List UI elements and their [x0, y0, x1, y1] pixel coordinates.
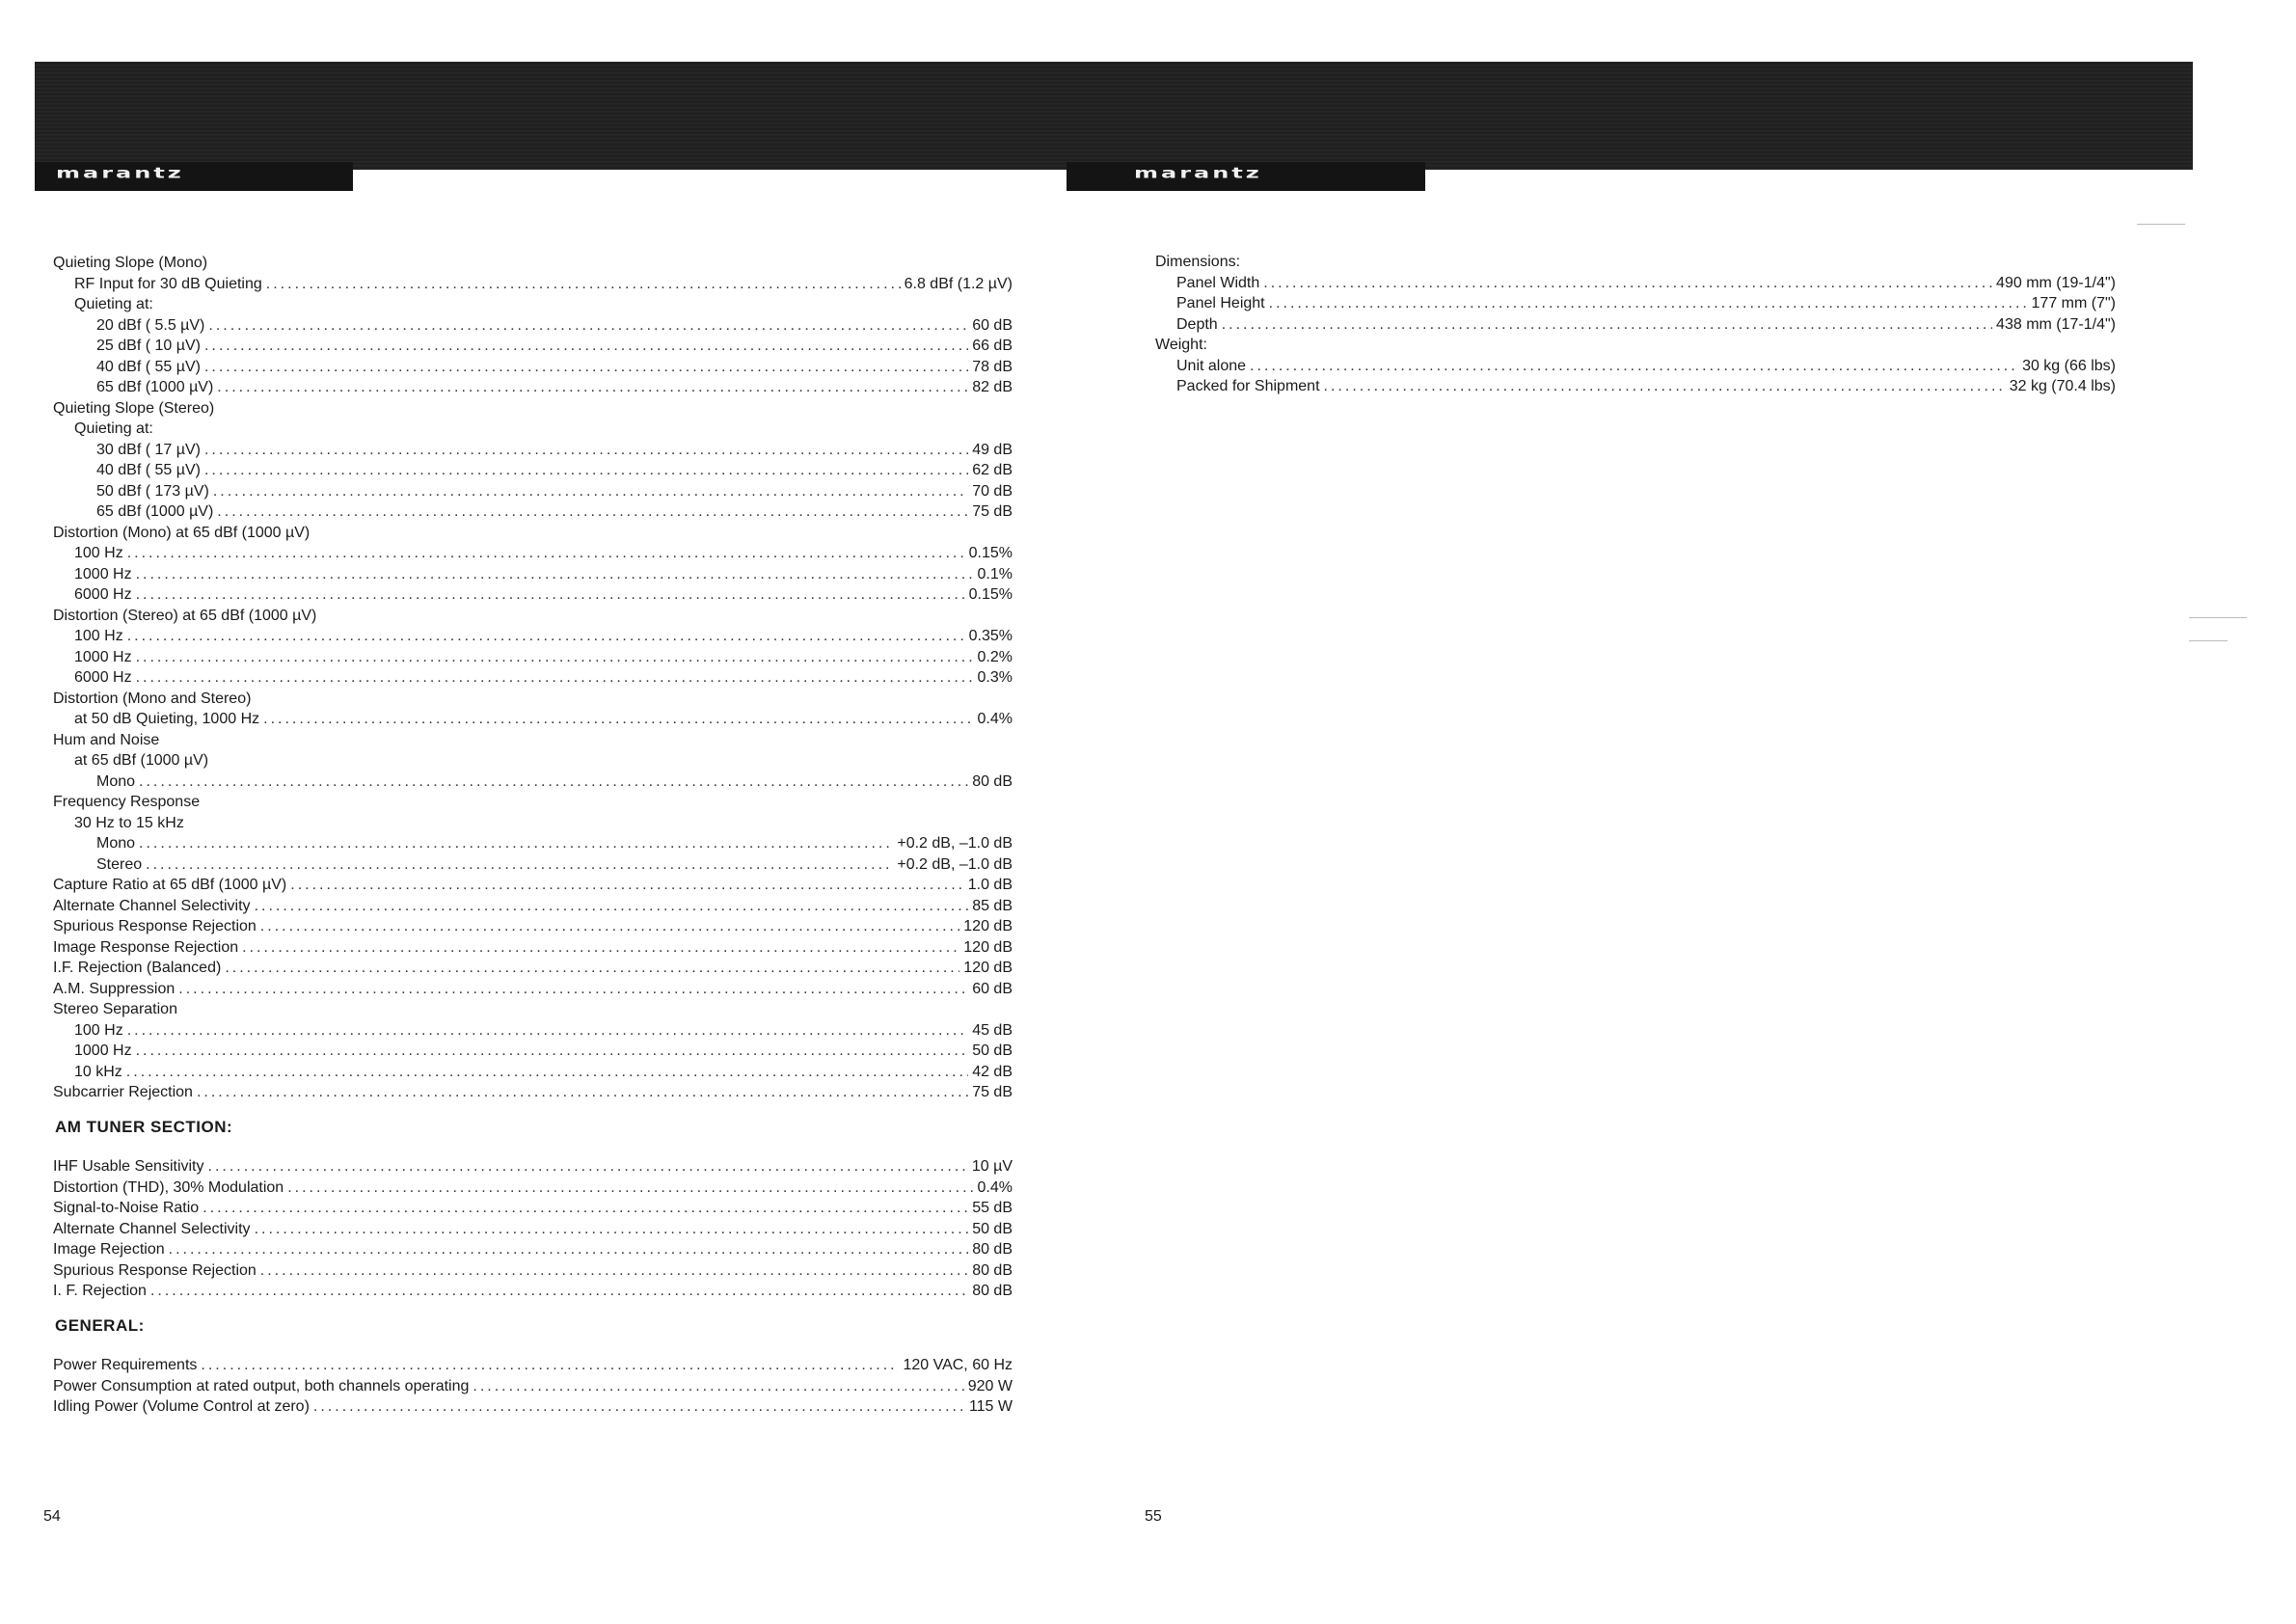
spec-label: Image Rejection — [53, 1241, 165, 1258]
spec-label: 100 Hz — [74, 1021, 123, 1039]
spec-row — [53, 315, 1013, 337]
spec-list-left — [53, 253, 1013, 1418]
spec-value: 55 dB — [972, 1200, 1013, 1216]
spec-label: Spurious Response Rejection — [53, 918, 257, 934]
spec-value: 120 VAC, 60 Hz — [903, 1357, 1013, 1373]
spec-row — [53, 1062, 1013, 1083]
dot-leader — [287, 1177, 973, 1199]
spec-row — [53, 647, 1013, 668]
spec-row — [53, 958, 1013, 979]
spec-value: 66 dB — [972, 338, 1013, 354]
spec-row — [53, 1082, 1013, 1103]
spec-value: 490 mm (19-1/4") — [1996, 274, 2116, 291]
section-title: AM TUNER SECTION: — [55, 1117, 233, 1136]
spec-value: 0.2% — [977, 648, 1013, 665]
spec-row — [53, 1020, 1013, 1042]
spec-label: Alternate Channel Selectivity — [53, 897, 251, 914]
dot-leader — [197, 1082, 968, 1103]
spec-label: Alternate Channel Selectivity — [53, 1220, 251, 1237]
dot-leader — [127, 543, 965, 564]
spec-label: 40 dBf ( 55 µV) — [96, 462, 201, 478]
spec-group-heading: Distortion (Mono and Stereo) — [53, 690, 252, 707]
spec-value: 50 dB — [972, 1220, 1013, 1237]
dot-leader — [217, 377, 968, 398]
dot-leader — [127, 1020, 968, 1042]
spec-value: 75 dB — [972, 1084, 1013, 1100]
spec-row — [53, 543, 1013, 564]
spec-value: 62 dB — [972, 462, 1013, 478]
spec-row — [53, 460, 1013, 481]
dot-leader — [217, 501, 968, 523]
spec-row — [53, 709, 1013, 730]
dot-leader — [1324, 376, 2006, 397]
spec-label: Power Consumption at rated output, both channels operating — [53, 1377, 470, 1394]
spec-label: Subcarrier Rejection — [53, 1084, 193, 1100]
spec-row — [53, 1198, 1013, 1219]
spec-label: Mono — [96, 835, 136, 852]
spec-label: 30 dBf ( 17 µV) — [96, 441, 201, 458]
dot-leader — [242, 937, 959, 959]
dot-leader — [260, 1260, 968, 1282]
spec-row — [53, 1219, 1013, 1240]
dot-leader — [201, 1355, 899, 1376]
spec-value: 120 dB — [963, 918, 1013, 934]
spec-label: 65 dBf (1000 µV) — [96, 503, 214, 520]
spec-row — [53, 1376, 1013, 1397]
spec-row — [53, 937, 1013, 959]
dot-leader — [169, 1239, 969, 1260]
spec-value: 120 dB — [963, 960, 1013, 976]
brand-logo-left: marantz — [56, 164, 184, 182]
spec-value: 0.4% — [977, 1178, 1013, 1196]
spec-value: 0.1% — [977, 565, 1013, 582]
spec-value: 438 mm (17-1/4") — [1996, 315, 2116, 333]
spec-label: Signal-to-Noise Ratio — [53, 1200, 200, 1216]
spec-label: Unit alone — [1176, 357, 1247, 374]
page-number-right: 55 — [1145, 1508, 1162, 1525]
spec-value: 6.8 dBf (1.2 µV) — [904, 275, 1013, 292]
spec-value: 0.35% — [968, 628, 1013, 644]
spec-row — [53, 1355, 1013, 1376]
spec-group-heading: Quieting at: — [74, 296, 153, 312]
spec-value: 10 µV — [971, 1158, 1013, 1175]
spec-list-right — [1155, 252, 2116, 397]
spec-group-heading: Quieting Slope (Stereo) — [53, 399, 215, 417]
dot-leader — [208, 1156, 968, 1177]
spec-group-heading: Weight: — [1155, 337, 1207, 353]
dot-leader — [203, 1198, 968, 1219]
dot-leader — [204, 460, 968, 481]
dot-leader — [208, 315, 968, 337]
spec-row — [53, 357, 1013, 378]
spec-row — [53, 584, 1013, 606]
spec-value: 45 dB — [972, 1021, 1013, 1039]
spec-value: 80 dB — [972, 1241, 1013, 1258]
spec-label: I.F. Rejection (Balanced) — [53, 960, 222, 976]
spec-value: 70 dB — [972, 482, 1013, 500]
spec-value: 80 dB — [972, 1261, 1013, 1279]
dot-leader — [263, 709, 973, 730]
margin-mark — [2189, 617, 2247, 618]
spec-label: Image Response Rejection — [53, 938, 239, 956]
spec-row — [53, 854, 1013, 876]
spec-row — [53, 481, 1013, 502]
spec-row — [53, 1396, 1013, 1418]
spec-label: Depth — [1176, 315, 1218, 333]
dot-leader — [127, 626, 965, 647]
spec-value: 32 kg (70.4 lbs) — [2009, 378, 2116, 394]
header-banner-right — [1067, 62, 2193, 170]
spec-value: 80 dB — [972, 772, 1013, 790]
spec-row — [53, 916, 1013, 937]
spec-row — [1155, 376, 2116, 397]
dot-leader — [255, 1219, 969, 1240]
spec-row — [53, 336, 1013, 357]
spec-row — [53, 979, 1013, 1000]
dot-leader — [255, 896, 969, 917]
dot-leader — [1269, 293, 2028, 314]
dot-leader — [260, 916, 959, 937]
spec-group-heading: Hum and Noise — [53, 731, 160, 748]
dot-leader — [139, 833, 893, 854]
spec-label: Spurious Response Rejection — [53, 1261, 257, 1279]
margin-mark — [2137, 224, 2185, 225]
spec-value: 80 dB — [972, 1283, 1013, 1299]
dot-leader — [313, 1396, 965, 1418]
spec-label: Power Requirements — [53, 1357, 198, 1373]
dot-leader — [136, 647, 974, 668]
spec-group-heading: Quieting at: — [74, 420, 153, 437]
dot-leader — [136, 1041, 969, 1062]
spec-label: Capture Ratio at 65 dBf (1000 µV) — [53, 877, 287, 893]
spec-label: 10 kHz — [74, 1063, 122, 1080]
spec-row — [53, 1177, 1013, 1199]
spec-value: 85 dB — [972, 897, 1013, 914]
dot-leader — [204, 336, 968, 357]
spec-row — [53, 1041, 1013, 1062]
dot-leader — [139, 771, 968, 793]
dot-leader — [1250, 356, 2018, 377]
spec-group-heading: Distortion (Stereo) at 65 dBf (1000 µV) — [53, 607, 317, 624]
spec-value: 78 dB — [972, 358, 1013, 375]
spec-label: Mono — [96, 772, 136, 790]
spec-label: 25 dBf ( 10 µV) — [96, 338, 201, 354]
spec-value: 115 W — [968, 1398, 1013, 1415]
spec-label: 1000 Hz — [74, 648, 132, 665]
spec-value: 60 dB — [972, 316, 1013, 334]
brand-logo-right: marantz — [1134, 164, 1262, 182]
spec-group-heading: Quieting Slope (Mono) — [53, 255, 208, 271]
spec-value: 50 dB — [972, 1042, 1013, 1059]
dot-leader — [1263, 273, 1992, 294]
margin-mark — [2189, 640, 2228, 641]
spec-row — [53, 274, 1013, 295]
spec-value: 177 mm (7") — [2031, 295, 2116, 311]
spec-label: Panel Height — [1176, 295, 1265, 311]
spec-row — [53, 875, 1013, 896]
dot-leader — [146, 854, 893, 876]
spec-value: 75 dB — [972, 503, 1013, 520]
dot-leader — [473, 1376, 963, 1397]
spec-value: 42 dB — [972, 1063, 1013, 1080]
spec-value: 30 kg (66 lbs) — [2022, 357, 2116, 374]
spec-label: 100 Hz — [74, 628, 123, 644]
spec-label: 6000 Hz — [74, 586, 132, 603]
spec-group-heading: 30 Hz to 15 kHz — [74, 814, 184, 831]
spec-label: Distortion (THD), 30% Modulation — [53, 1178, 284, 1196]
spec-row — [53, 564, 1013, 585]
spec-value: 0.4% — [977, 711, 1013, 727]
spec-label: Idling Power (Volume Control at zero) — [53, 1398, 310, 1415]
dot-leader — [290, 875, 963, 896]
spec-row — [53, 1239, 1013, 1260]
spec-label: Panel Width — [1176, 274, 1260, 291]
spec-group-heading: Dimensions: — [1155, 254, 1241, 270]
spec-label: A.M. Suppression — [53, 980, 176, 997]
spec-value: 49 dB — [972, 441, 1013, 458]
spec-group-heading: Distortion (Mono) at 65 dBf (1000 µV) — [53, 524, 311, 541]
spec-row — [53, 501, 1013, 523]
spec-row — [53, 1281, 1013, 1302]
spec-row — [53, 667, 1013, 689]
spec-row — [1155, 293, 2116, 314]
spec-row — [53, 626, 1013, 647]
spec-value: 1.0 dB — [967, 877, 1013, 893]
dot-leader — [136, 564, 974, 585]
dot-leader — [1222, 314, 1992, 336]
spec-row — [53, 833, 1013, 854]
spec-row — [53, 1260, 1013, 1282]
spec-row — [1155, 314, 2116, 336]
spec-label: 40 dBf ( 55 µV) — [96, 358, 201, 375]
spec-row — [53, 896, 1013, 917]
dot-leader — [150, 1281, 968, 1302]
dot-leader — [178, 979, 968, 1000]
spec-label: at 50 dB Quieting, 1000 Hz — [74, 711, 260, 727]
dot-leader — [213, 481, 968, 502]
spec-row — [53, 1156, 1013, 1177]
spec-value: 0.3% — [977, 669, 1013, 686]
spec-group-heading: Frequency Response — [53, 794, 201, 810]
spec-group-heading: Stereo Separation — [53, 1001, 177, 1017]
page-number-left: 54 — [43, 1508, 61, 1525]
spec-value: 60 dB — [972, 980, 1013, 997]
spec-label: 1000 Hz — [74, 1042, 132, 1059]
dot-leader — [266, 274, 901, 295]
spec-row — [53, 377, 1013, 398]
dot-leader — [204, 357, 968, 378]
spec-value: 82 dB — [972, 379, 1013, 395]
spec-label: Packed for Shipment — [1176, 378, 1320, 394]
spec-row — [53, 440, 1013, 461]
section-title: GENERAL: — [55, 1315, 145, 1335]
header-banner-left — [35, 62, 1069, 170]
spec-label: 50 dBf ( 173 µV) — [96, 482, 209, 500]
spec-row — [1155, 356, 2116, 377]
spec-label: I. F. Rejection — [53, 1283, 147, 1299]
spec-label: 65 dBf (1000 µV) — [96, 379, 214, 395]
spec-value: 0.15% — [968, 586, 1013, 603]
spec-value: 920 W — [967, 1377, 1013, 1394]
spec-row — [1155, 273, 2116, 294]
dot-leader — [225, 958, 959, 979]
spec-row — [53, 771, 1013, 793]
spec-label: 100 Hz — [74, 545, 123, 561]
spec-label: RF Input for 30 dB Quieting — [74, 275, 262, 292]
spec-value: 0.15% — [968, 545, 1013, 561]
spec-label: 6000 Hz — [74, 669, 132, 686]
spec-group-heading: at 65 dBf (1000 µV) — [74, 752, 209, 769]
spec-label: Stereo — [96, 855, 143, 873]
spec-label: IHF Usable Sensitivity — [53, 1158, 204, 1175]
spec-value: +0.2 dB, –1.0 dB — [897, 835, 1013, 852]
dot-leader — [136, 584, 965, 606]
spec-value: +0.2 dB, –1.0 dB — [897, 855, 1013, 873]
spec-value: 120 dB — [963, 938, 1013, 956]
dot-leader — [204, 440, 968, 461]
dot-leader — [136, 667, 974, 689]
spec-label: 20 dBf ( 5.5 µV) — [96, 316, 205, 334]
dot-leader — [126, 1062, 968, 1083]
spec-label: 1000 Hz — [74, 565, 132, 582]
